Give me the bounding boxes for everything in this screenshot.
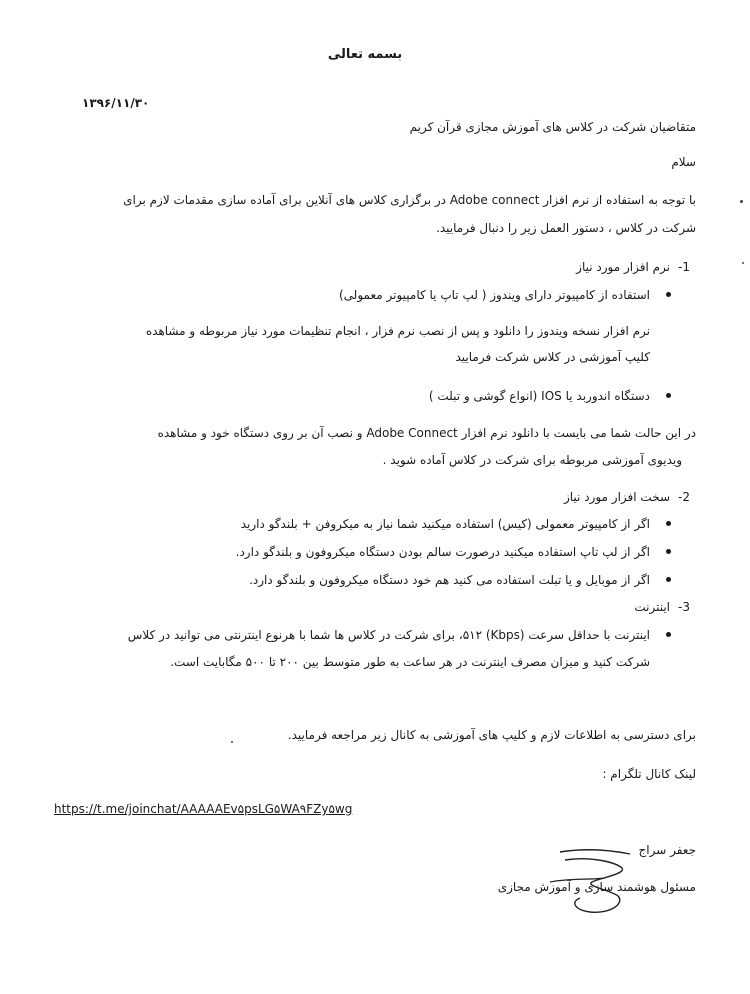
intro-line-1: با توجه به استفاده از نرم افزار Adobe connect در برگزاری کلاس های آنلاین برای آماده سازی مقدمات لازم برای	[123, 193, 696, 207]
mobile-instructions-line-2: ویدیوی آموزشی مربوطه برای شرکت در کلاس آماده شوید .	[382, 453, 682, 467]
mobile-instructions-line-1: در این حالت شما می بایست با دانلود نرم افزار Adobe Connect و نصب آن بر روی دستگاه خود و مشاهده	[157, 426, 696, 440]
hardware-item-mobile: اگر از موبایل و یا تبلت استفاده می کنید هم خود دستگاه میکروفون و بلندگو دارد.	[249, 573, 650, 587]
software-bullet-mobile: دستگاه اندوربد یا IOS (انواع گوشی و تبلت )	[428, 389, 650, 403]
scan-speck	[742, 262, 744, 264]
hardware-item-desktop: اگر از کامپیوتر معمولی (کیس) استفاده میکنید شما نیاز به میکروفن + بلندگو دارید	[240, 517, 650, 531]
hardware-item-laptop: اگر از لپ تاپ استفاده میکنید درصورت سالم بودن دستگاه میکروفون و بلندگو دارد.	[235, 545, 650, 559]
telegram-channel-link[interactable]: https://t.me/joinchat/AAAAAEv۵psLG۵WA۹FZy۵wg	[54, 802, 353, 816]
section-3-title: اینترنت	[634, 600, 670, 614]
internet-line-2: شرکت کنید و میزان مصرف اینترنت در هر ساعت به طور متوسط بین ۲۰۰ تا ۵۰۰ مگابایت است.	[170, 655, 650, 669]
scan-speck	[740, 200, 743, 203]
signer-title: مسئول هوشمند سازی و آموزش مجازی	[497, 880, 696, 894]
intro-line-2: شرکت در کلاس ، دستور العمل زیر را دنبال فرمایید.	[436, 221, 696, 235]
handwritten-signature	[530, 838, 650, 928]
windows-instructions-line-1: نرم افزار نسخه ویندوز را دانلود و پس از نصب نرم فزار ، انجام تنظیمات مورد نیاز مربوطه و مشاهده	[145, 324, 650, 338]
bullet-dot	[666, 632, 671, 637]
bullet-dot	[666, 521, 671, 526]
bullet-dot	[666, 577, 671, 582]
windows-instructions-line-2: کلیپ آموزشی در کلاس شرکت فرمایید	[455, 350, 650, 364]
recipient-line: متقاضیان شرکت در کلاس های آموزش مجازی قرآن کریم	[409, 120, 696, 134]
bullet-dot	[666, 393, 671, 398]
section-2-number: -2	[678, 490, 690, 504]
telegram-channel-label: لینک کانال تلگرام :	[602, 767, 696, 781]
section-3-number: -3	[678, 600, 690, 614]
section-2-title: سخت افزار مورد نیاز	[563, 490, 670, 504]
section-1-title: نرم افزار مورد نیاز	[576, 260, 670, 274]
section-1-number: -1	[678, 260, 690, 274]
signer-name: جعفر سراج	[638, 843, 696, 857]
bullet-dot	[666, 549, 671, 554]
software-bullet-windows: استفاده از کامپیوتر دارای ویندوز ( لپ تاپ یا کامپیوتر معمولی)	[339, 288, 650, 302]
bullet-dot	[666, 292, 671, 297]
basmala: بسمه تعالی	[327, 47, 403, 62]
access-note: برای دسترسی به اطلاعات لازم و کلیپ های آموزشی به کانال زیر مراجعه فرمایید.	[287, 728, 696, 742]
scan-speck	[231, 741, 233, 743]
internet-line-1: اینترنت با حداقل سرعت (Kbps) ۵۱۲، برای شرکت در کلاس ها شما با هرنوع اینترنتی می توانید در کلاس	[127, 628, 650, 642]
letter-date: ۱۳۹۶/۱۱/۳۰	[82, 96, 150, 110]
greeting: سلام	[671, 155, 696, 169]
